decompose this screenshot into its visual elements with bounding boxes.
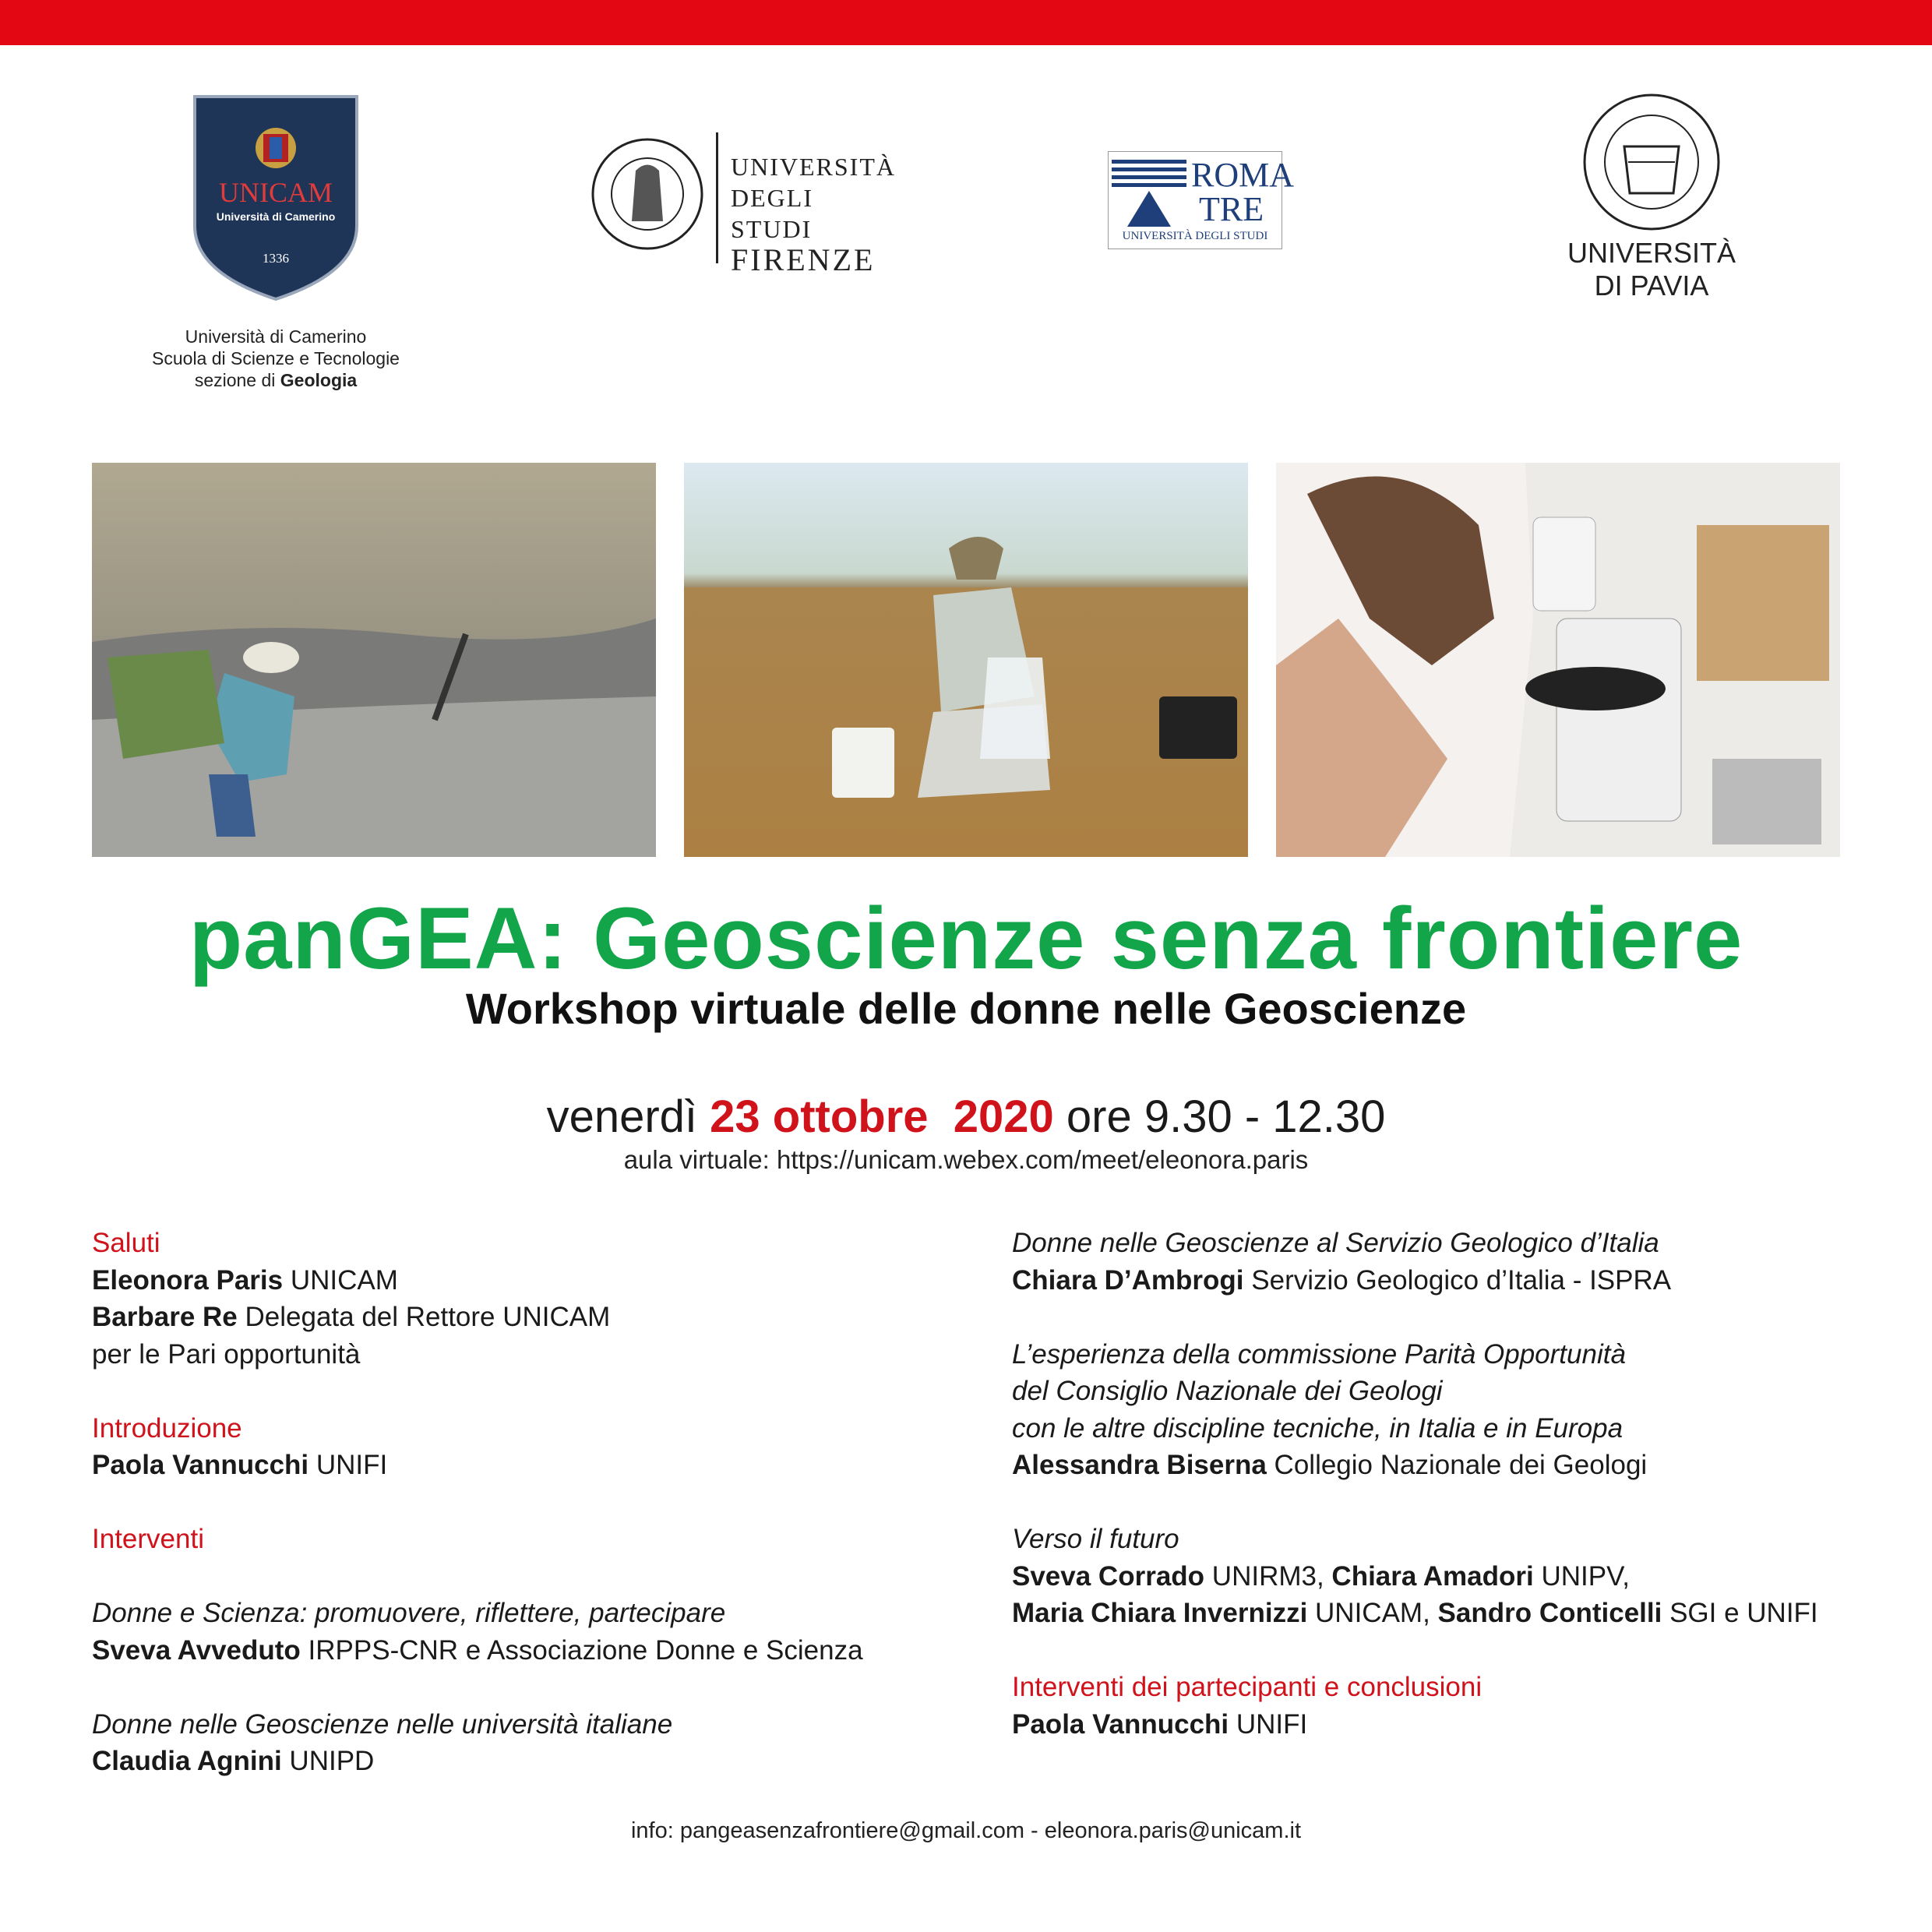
firenze-line1: UNIVERSITÀ: [731, 153, 896, 181]
unicam-caption-line2: Scuola di Scienze e Tecnologie: [152, 348, 400, 368]
firenze-divider: [716, 132, 718, 263]
microscope-lab-photo: [1276, 463, 1840, 857]
roma-tre-stripes-icon: [1112, 157, 1190, 234]
date-time: ore 9.30 - 12.30: [1066, 1091, 1386, 1142]
speaker-line: Paola Vannucchi UNIFI: [92, 1450, 388, 1480]
speaker-affiliation: per le Pari opportunità: [92, 1338, 361, 1370]
event-subtitle: Workshop virtuale delle donne nelle Geoscienze: [465, 984, 1467, 1033]
talk-title: del Consiglio Nazionale dei Geologi: [1012, 1376, 1443, 1406]
firenze-wordmark: [731, 151, 896, 276]
speaker-line: Sveva Corrado UNIRM3, Chiara Amadori UNIPV,: [1012, 1560, 1630, 1592]
unicam-caption: [136, 326, 416, 391]
top-red-bar: [0, 0, 1932, 45]
talk-title: con le altre discipline tecniche, in Italia e in Europa: [1012, 1412, 1624, 1444]
talk-title: Donne nelle Geoscienze nelle università italiane: [92, 1708, 673, 1740]
firenze-logo: [589, 128, 896, 277]
section-interventi: Interventi: [92, 1524, 204, 1554]
unicam-shield-year: 1336: [263, 251, 289, 266]
talk-title: Donne e Scienza: promuovere, riflettere, partecipare: [92, 1598, 726, 1628]
photo-icon: [92, 463, 656, 857]
unicam-shield-subtitle: Università di Camerino: [216, 210, 336, 223]
talk-title: L’esperienza della commissione Parità Opportunità: [1012, 1338, 1626, 1370]
speaker-line: Barbare Re Delegata del Rettore UNICAM: [92, 1302, 611, 1332]
virtual-room-link[interactable]: aula virtuale: https://unicam.webex.com/meet/eleonora.paris: [623, 1145, 1309, 1174]
contact-info: info: pangeasenzafrontiere@gmail.com - eleonora.paris@unicam.it: [630, 1818, 1302, 1843]
photo-icon: [1276, 463, 1840, 857]
program-right-column: [1012, 1225, 1818, 1743]
section-conclusioni: Interventi dei partecipanti e conclusioni: [1012, 1672, 1482, 1702]
pavia-wordmark: [1558, 237, 1745, 302]
firenze-line2: DEGLI STUDI: [731, 184, 813, 243]
photo-icon: [684, 463, 1248, 857]
event-date: [0, 1091, 1932, 1143]
speaker-line: Sveva Avveduto IRPPS-CNR e Associazione Donne e Scienza: [92, 1634, 863, 1666]
roma-tre-logo: [1108, 151, 1295, 249]
program-left-column: [92, 1225, 863, 1780]
talk-title: Verso il futuro: [1012, 1524, 1179, 1554]
soil-sampling-field-photo: [684, 463, 1248, 857]
date-day-red: 23 ottobre 2020: [710, 1091, 1054, 1142]
date-weekday: venerdì: [546, 1091, 698, 1142]
pavia-line2: DI PAVIA: [1594, 270, 1709, 301]
speaker-line: Alessandra Biserna Collegio Nazionale dei Geologi: [1012, 1450, 1648, 1480]
unicam-caption-line1: Università di Camerino: [185, 326, 367, 347]
field-geologist-outcrop-photo: [92, 463, 656, 857]
speaker-line: Chiara D’Ambrogi Servizio Geologico d’Italia - ISPRA: [1012, 1264, 1672, 1296]
unicam-caption-line3: sezione di Geologia: [194, 370, 358, 390]
unicam-shield-title: UNICAM: [218, 177, 333, 208]
roma-tre-word1: ROMA: [1191, 156, 1295, 194]
firenze-line3: FIRENZE: [731, 242, 876, 277]
pavia-logo: [1558, 92, 1745, 310]
event-title: panGEA: Geoscienze senza frontiere: [189, 890, 1743, 987]
talk-title: Donne nelle Geoscienze al Servizio Geologico d’Italia: [1012, 1228, 1659, 1258]
roma-tre-word2: TRE: [1199, 190, 1264, 228]
firenze-seal-icon: [589, 136, 706, 252]
roma-tre-sub: UNIVERSITÀ DEGLI STUDI: [1122, 230, 1268, 242]
pavia-seal-icon: [1581, 92, 1722, 232]
unicam-logo: [192, 93, 360, 302]
speaker-line: Paola Vannucchi UNIFI: [1012, 1708, 1308, 1740]
speaker-line: Eleonora Paris UNICAM: [92, 1264, 398, 1296]
section-saluti: Saluti: [92, 1228, 160, 1258]
speaker-line: Claudia Agnini UNIPD: [92, 1746, 375, 1776]
speaker-line: Maria Chiara Invernizzi UNICAM, Sandro Conticelli SGI e UNIFI: [1012, 1598, 1818, 1628]
pavia-line1: UNIVERSITÀ: [1567, 237, 1736, 269]
section-introduzione: Introduzione: [92, 1412, 242, 1444]
